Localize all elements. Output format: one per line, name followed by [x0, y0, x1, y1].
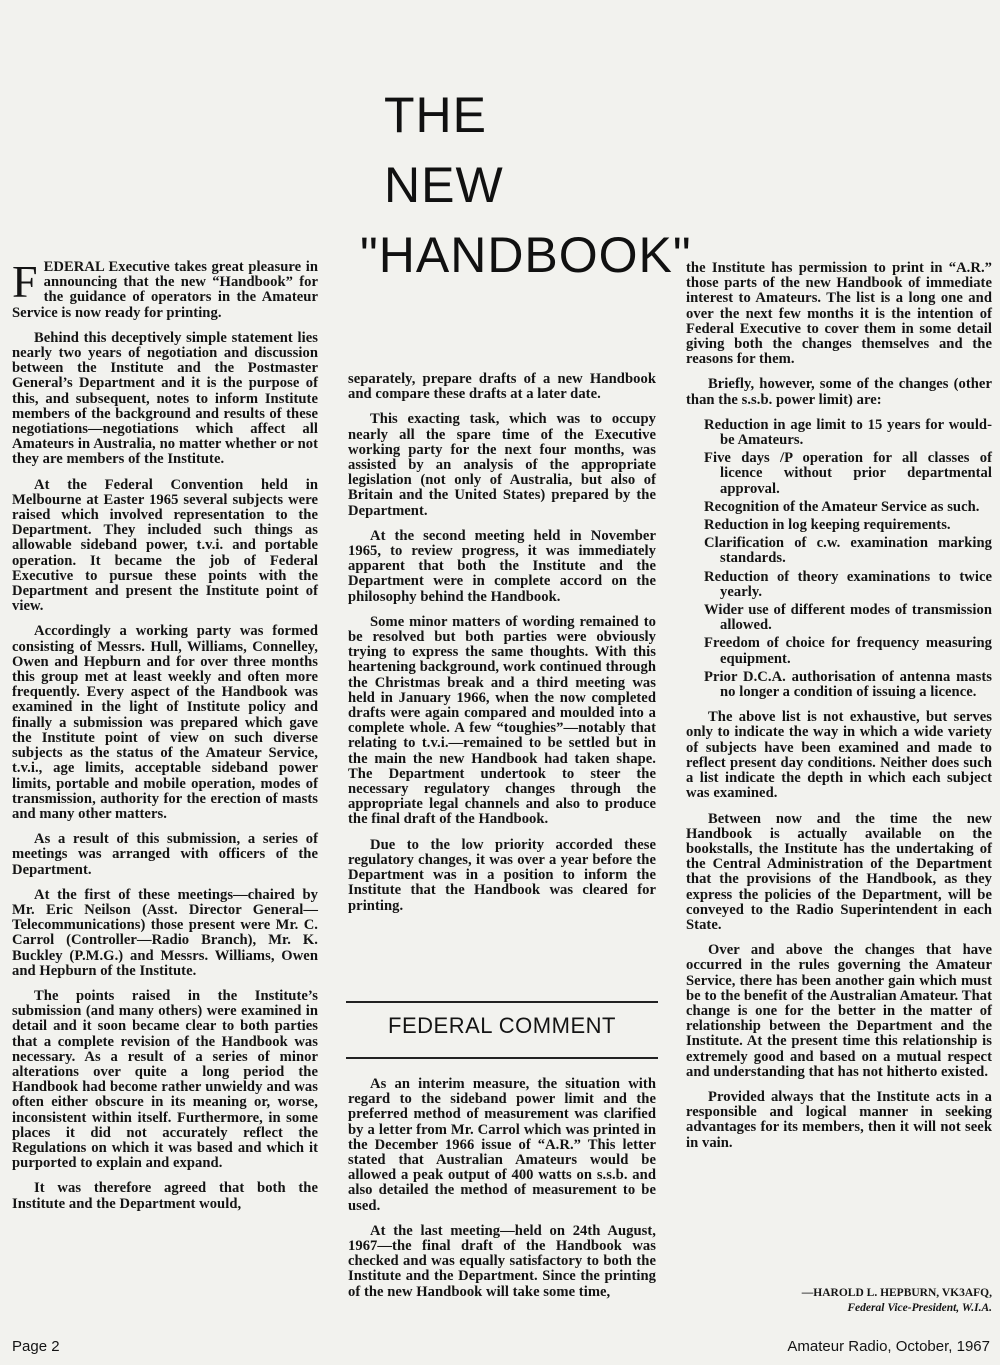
publication-info: Amateur Radio, October, 1967: [787, 1338, 990, 1355]
paragraph-text: As an interim measure, the situation with regard to the sideband power limit and the preferred method of measurement was clarified by a letter from Mr. Carrol which was printed in the December 1966 issue of “A.R.” This letter stated that Australian Amateurs would be allowed a peak: [348, 1076, 656, 1184]
section-divider-top: [346, 1001, 658, 1003]
list-item: Clarification of c.w. examination marking standards.: [704, 535, 992, 567]
paragraph: the Institute has permission to print in “A.R.” those parts of the new Handbook of immediate interest to Amateurs. The list is a long one and over the next few months it is the intention of Federal Executive to cover them in some detail giving both the changes themselves and the reasons for them.: [686, 260, 992, 368]
federal-comment-heading: FEDERAL COMMENT: [388, 1013, 616, 1038]
list-item: Five days /P operation for all classes of licence without prior departmental approval.: [704, 450, 992, 497]
article-title: [340, 80, 692, 290]
list-item: Reduction of theory examinations to twice yearly.: [704, 568, 992, 600]
list-item: Recognition of the Amateur Service as such.: [704, 498, 980, 515]
paragraph: The above list is not exhaustive, but serves only to indicate the way in which a wide variety of subjects have been examined and made to reflect present day conditions. Neither does such a list indicate the depth in which each subject was examined.: [686, 709, 992, 802]
paragraph-text: EDERAL Executive takes great pleasure in announcing that the new “Handbook” for the guidance of operators in the Amateur Service is now ready for printing.: [12, 259, 318, 321]
drop-cap: F: [12, 256, 38, 307]
paragraph: Behind this deceptively simple statement lies nearly two years of negotiation and discussion between the Institute and the Postmaster General’s Department and it is the purpose of this, and subsequent, notes to inform Institute members of the background and results of these negotiations—negotiations which affect all Amateurs in Australia, no matter whether or not they are members of the Institute.: [12, 329, 318, 468]
paragraph: Briefly, however, some of the changes (other than the s.s.b. power limit) are:: [686, 376, 992, 408]
federal-comment-body: [348, 1077, 656, 1310]
paragraph: Between now and the time the new Handbook is actually available on the bookstalls, the Institute has the undertaking of the Central Administration of the Department that the provisions of the Handbook, as they express the policies of the Department, will be conveyed to the Radio Superintendent in each State.: [686, 810, 992, 933]
paragraph: Accordingly a working party was formed consisting of Messrs. Hull, Williams, Connelley, Owen and Hepburn and for over three months this group met at least weekly and often more frequently. Every aspect of the Handbook was examined in the light of Institute policy and finally a submission was prepared which gave the Institute point of view on such diverse subjects as the status of the Amateur Service, t.v.i., age limits, acceptable sideband power limits, portable and mobile operation, modes of transmission, authority for the erection of masts and many other matters.: [12, 623, 318, 822]
paragraph: At the second meeting held in November 1965, to review progress, it was immediately apparent that both the Institute and the Department were in complete accord on the philosophy behind the Handbook.: [348, 527, 656, 605]
column-2: [348, 372, 656, 924]
column-3: [686, 261, 992, 1161]
paragraph: Due to the low priority accorded these regulatory changes, it was over a year before the Department was in a position to inform the Institute that the Handbook was cleared for printing.: [348, 836, 656, 914]
title-line-2: NEW: [384, 157, 504, 213]
paragraph: The points raised in the Institute’s submission (and many others) were examined in detail and it soon became clear to both parties that a complete revision of the Handbook was necessary. As a result of a series of minor alterations over quite a long period the Handbook had become rather unwieldy and was often either obscure in its meaning or, worse, inconsistent within itself. Furthermore, in some places it did not accurately reflect the Regulations on which it was based and which it purported to explain and expand.: [12, 987, 318, 1172]
section-divider-bottom: [346, 1057, 658, 1059]
paragraph: At the first of these meetings—chaired by Mr. Eric Neilson (Asst. Director General—Telecommunications) those present were Mr. C. Carrol (Controller—Radio Branch), Mr. K. Buckley (P.M.G.) and Messrs. Williams, Owen and Hepburn of the Institute.: [12, 886, 318, 979]
title-line-3: "HANDBOOK": [360, 227, 692, 283]
paragraph-text: watts on s.s.b. and also detailed the method of measurement to be used.: [348, 1167, 656, 1214]
signature-role: Federal Vice-President, W.I.A.: [847, 1302, 992, 1314]
paragraph: At the last meeting—held on 24th August, 1967—the final draft of the Handbook was checked and was equally satisfactory to both the Institute and the Department. Since the printing of the new Handbook will take some time,: [348, 1222, 656, 1300]
bold-text: output of 400: [448, 1167, 534, 1184]
signature-name: —HAROLD L. HEPBURN, VK3AFQ,: [801, 1287, 992, 1299]
paragraph: Provided always that the Institute acts in a responsible and logical manner in seeking advantages for its members, then it will not seek in vain.: [686, 1088, 992, 1151]
column-1: [12, 256, 318, 1222]
paragraph: Some minor matters of wording remained to be resolved but both parties were obviously trying to express the same thoughts. With this heartening background, work continued through the Christmas break and a third meeting was held in January 1966, when the now completed drafts were again compared and moulded into a complete whole. A few “toughies”—notably that relating to t.v.i.—remained to be settled but in the main the new Handbook had taken shape. The Department undertook to steer the necessary regulatory changes through the appropriate legal channels and also to produce the final draft of the Handbook.: [348, 613, 656, 828]
paragraph: It was therefore agreed that both the Institute and the Department would,: [12, 1180, 318, 1212]
paragraph: Over and above the changes that have occurred in the rules governing the Amateur Service, there has been another gain which must be to the benefit of the Australian Amateur. That change is one for the better in the matter of relationship between the Department and the Institute. At the present time this relationship is extremely good and based on a mutual respect and understanding that has not hitherto existed.: [686, 942, 992, 1080]
list-item: Freedom of choice for frequency measuring equipment.: [704, 635, 992, 667]
paragraph: As a result of this submission, a series of meetings was arranged with officers of the Department.: [12, 831, 318, 878]
signature-block: [686, 1286, 992, 1316]
paragraph: [348, 1077, 656, 1214]
paragraph: separately, prepare drafts of a new Handbook and compare these drafts at a later date.: [348, 371, 656, 403]
changes-list: [686, 418, 992, 700]
title-line-1: THE: [384, 87, 487, 143]
list-item: Reduction in log keeping requirements.: [704, 517, 951, 534]
page-number: Page 2: [12, 1338, 60, 1355]
paragraph: [12, 256, 318, 321]
list-item: Prior D.C.A. authorisation of antenna masts no longer a condition of issuing a licence.: [704, 668, 992, 701]
list-item: Wider use of different modes of transmission allowed.: [704, 602, 992, 634]
paragraph: At the Federal Convention held in Melbourne at Easter 1965 several subjects were raised which involved representation to the Department. They included such things as allowable sideband power, t.v.i. and portable operation. It became the job of Federal Executive to pursue these points with the Department and present the Institute point of view.: [12, 476, 318, 615]
paragraph: This exacting task, which was to occupy nearly all the spare time of the Executive working party for the next four months, was assisted by an analysis of the appropriate legislation (not only of Australia, but also of Britain and the United States) prepared by the Department.: [348, 411, 656, 519]
list-item: Reduction in age limit to 15 years for would-be Amateurs.: [704, 416, 992, 449]
